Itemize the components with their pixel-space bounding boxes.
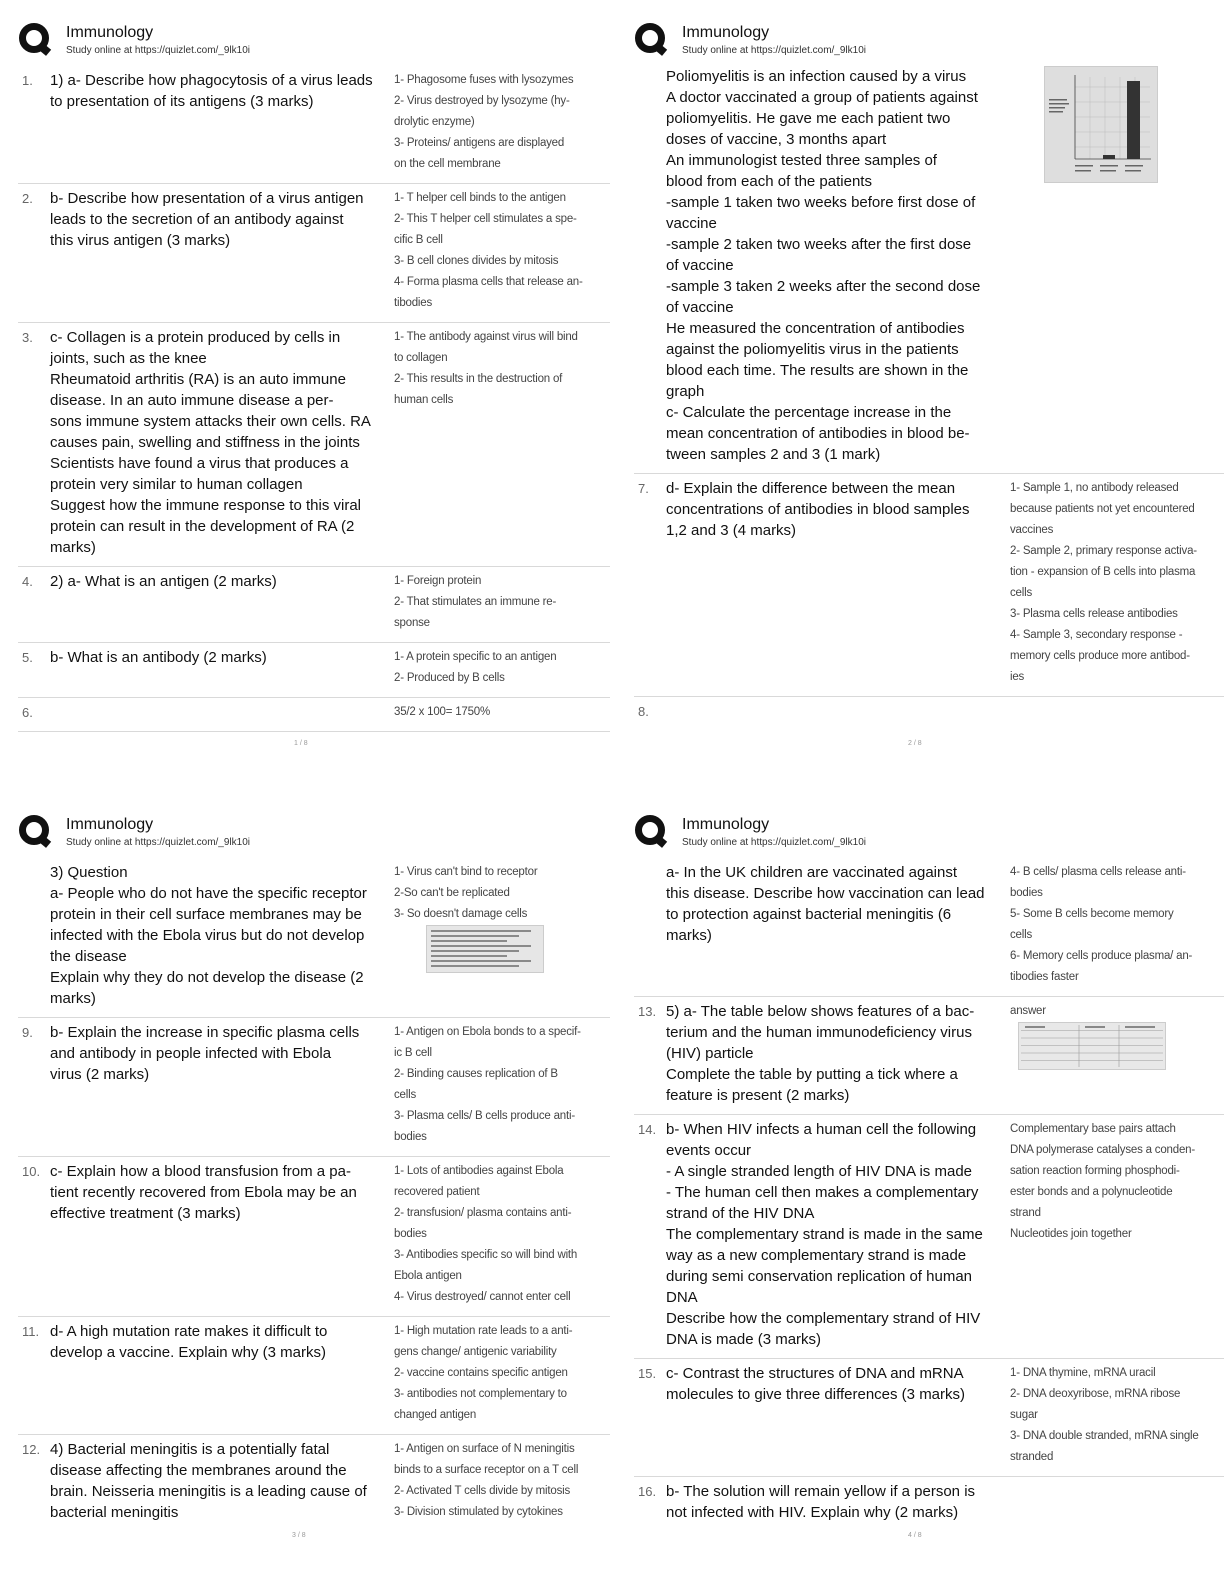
card-number: 3. — [22, 330, 33, 345]
answer-line: gens change/ antigenic variability — [394, 1346, 557, 1358]
question-line: the disease — [50, 948, 127, 965]
question-line: disease affecting the membranes around the — [50, 1462, 347, 1479]
answer-line: 2- Sample 2, primary response activa- — [1010, 545, 1197, 557]
flashcard-row — [634, 858, 1224, 997]
answer-line: 2- transfusion/ plasma contains anti- — [394, 1207, 572, 1219]
question-line: tween samples 2 and 3 (1 mark) — [666, 446, 881, 463]
answer-line: 4- Forma plasma cells that release an- — [394, 276, 583, 288]
answer-line: 2- Produced by B cells — [394, 672, 505, 684]
question-line: to protection against bacterial meningitis (6 — [666, 906, 952, 923]
card-number — [18, 862, 50, 1009]
question-line: protein in their cell surface membranes may be — [50, 906, 362, 923]
question-line: The complementary strand is made in the same — [666, 1226, 983, 1243]
answer-line: ies — [1010, 671, 1025, 683]
card-number: 2. — [22, 191, 33, 206]
answer-line: 3- Plasma cells/ B cells produce anti- — [394, 1110, 575, 1122]
card-number: 4. — [22, 574, 33, 589]
page-3 — [18, 814, 610, 1539]
card-number: 11. — [22, 1324, 40, 1339]
card-list — [18, 858, 610, 1531]
question-line: feature is present (2 marks) — [666, 1087, 850, 1104]
flashcard-row — [18, 567, 610, 643]
answer-line: vaccines — [1010, 524, 1054, 536]
answer-text — [1006, 478, 1224, 688]
question-line: blood each time. The results are shown in the — [666, 362, 969, 379]
flashcard-row — [634, 1477, 1224, 1531]
answer-line: 2- vaccine contains specific antigen — [394, 1367, 568, 1379]
answer-line: 35/2 x 100= 1750% — [394, 706, 491, 718]
card-number: 13. — [638, 1004, 657, 1019]
answer-line: DNA polymerase catalyses a conden- — [1010, 1144, 1195, 1156]
question-text — [50, 1439, 390, 1523]
answer-text — [390, 327, 610, 558]
answer-line: cific B cell — [394, 234, 443, 246]
answer-line: 2- Virus destroyed by lysozyme (hy- — [394, 95, 570, 107]
answer-line: tibodies faster — [1010, 971, 1079, 983]
flashcard-row — [18, 66, 610, 184]
question-text — [50, 327, 390, 558]
answer-line: binds to a surface receptor on a T cell — [394, 1464, 579, 1476]
question-text — [50, 702, 390, 723]
answer-line: 3- Proteins/ antigens are displayed — [394, 137, 565, 149]
antibody-graph-thumbnail — [1044, 66, 1158, 183]
question-line: marks) — [50, 990, 96, 1007]
answer-line: tibodies — [394, 297, 433, 309]
answer-line: 3- Plasma cells release antibodies — [1010, 608, 1178, 620]
answer-text — [1006, 1119, 1224, 1350]
answer-text — [390, 1439, 610, 1523]
question-line: Describe how the complementary strand of HIV — [666, 1310, 981, 1327]
question-line: this virus antigen (3 marks) — [50, 232, 231, 249]
flashcard-row — [634, 1359, 1224, 1477]
question-line: Suggest how the immune response to this viral — [50, 497, 361, 514]
answer-line: 3- Antibodies specific so will bind with — [394, 1249, 578, 1261]
flashcard-row — [18, 1018, 610, 1157]
question-line: DNA is made (3 marks) — [666, 1331, 822, 1348]
answer-line: sugar — [1010, 1409, 1038, 1421]
answer-line: ester bonds and a polynucleotide — [1010, 1186, 1173, 1198]
question-line: sons immune system attacks their own cells. RA — [50, 413, 371, 430]
answer-line: 1- High mutation rate leads to a anti- — [394, 1325, 573, 1337]
answer-line: 4- Sample 3, secondary response - — [1010, 629, 1183, 641]
question-line: 1) a- Describe how phagocytosis of a virus leads — [50, 72, 373, 89]
question-text — [50, 647, 390, 689]
answer-line: drolytic enzyme) — [394, 116, 475, 128]
answer-line: 3- DNA double stranded, mRNA single — [1010, 1430, 1199, 1442]
question-line: 2) a- What is an antigen (2 marks) — [50, 573, 277, 590]
question-text — [666, 1481, 1006, 1523]
answer-line: 1- Sample 1, no antibody released — [1010, 482, 1179, 494]
card-list — [18, 66, 610, 732]
question-text — [50, 1022, 390, 1148]
card-number: 10. — [22, 1164, 41, 1179]
card-number: 12. — [22, 1442, 41, 1457]
answer-line: 3- B cell clones divides by mitosis — [394, 255, 559, 267]
question-line: doses of vaccine, 3 months apart — [666, 131, 887, 148]
answer-text — [390, 1022, 610, 1148]
question-line: not infected with HIV. Explain why (2 marks) — [666, 1504, 959, 1521]
question-line: bacterial meningitis — [50, 1504, 179, 1521]
header-subtitle: Study online at https://quizlet.com/_9lk10i — [682, 45, 866, 56]
question-line: concentrations of antibodies in blood samples — [666, 501, 970, 518]
question-line: - A single stranded length of HIV DNA is made — [666, 1163, 972, 1180]
question-line: c- Collagen is a protein produced by cells in — [50, 329, 341, 346]
question-text — [666, 66, 1006, 465]
answer-text — [390, 862, 610, 1009]
answer-line: 1- T helper cell binds to the antigen — [394, 192, 566, 204]
answer-line: cells — [1010, 929, 1033, 941]
answer-text — [390, 1321, 610, 1426]
question-line: 1,2 and 3 (4 marks) — [666, 522, 797, 539]
answer-line: changed antigen — [394, 1409, 477, 1421]
question-line: develop a vaccine. Explain why (3 marks) — [50, 1344, 326, 1361]
card-list — [634, 858, 1224, 1531]
answer-line: 3- So doesn't damage cells — [394, 908, 528, 920]
answer-line: 4- Virus destroyed/ cannot enter cell — [394, 1291, 571, 1303]
quizlet-logo-icon — [634, 22, 668, 56]
answer-text — [390, 70, 610, 175]
answer-text — [390, 647, 610, 689]
card-number — [634, 862, 666, 988]
question-line: 5) a- The table below shows features of a bac- — [666, 1003, 975, 1020]
question-text — [666, 862, 1006, 988]
question-line: c- Explain how a blood transfusion from a pa- — [50, 1163, 351, 1180]
answer-line: 1- Antigen on Ebola bonds to a specif- — [394, 1026, 581, 1038]
answer-line: Complementary base pairs attach — [1010, 1123, 1176, 1135]
question-text — [666, 1119, 1006, 1350]
answer-text — [1006, 862, 1224, 988]
question-line: - The human cell then makes a complementary — [666, 1184, 979, 1201]
question-line: An immunologist tested three samples of — [666, 152, 937, 169]
header-subtitle: Study online at https://quizlet.com/_9lk10i — [682, 837, 866, 848]
answer-line: 6- Memory cells produce plasma/ an- — [1010, 950, 1193, 962]
page-number: 2 / 8 — [908, 740, 922, 747]
flashcard-row — [634, 1115, 1224, 1359]
question-line: a- People who do not have the specific receptor — [50, 885, 367, 902]
answer-line: Ebola antigen — [394, 1270, 462, 1282]
answer-text — [1006, 1363, 1224, 1468]
question-line: He measured the concentration of antibodies — [666, 320, 965, 337]
question-line: events occur — [666, 1142, 752, 1159]
header-subtitle: Study online at https://quizlet.com/_9lk10i — [66, 837, 250, 848]
question-line: causes pain, swelling and stiffness in the joints — [50, 434, 360, 451]
flashcard-row — [18, 643, 610, 698]
answer-line: bodies — [394, 1228, 427, 1240]
answer-text — [1006, 1481, 1224, 1523]
question-text — [666, 1001, 1006, 1106]
flashcard-row — [18, 1157, 610, 1317]
question-text — [50, 571, 390, 634]
answer-line: bodies — [1010, 887, 1043, 899]
answer-line: ic B cell — [394, 1047, 432, 1059]
answer-line: 2- Activated T cells divide by mitosis — [394, 1485, 571, 1497]
page-1 — [18, 22, 610, 747]
quizlet-logo-icon — [18, 22, 52, 56]
answer-line: 2- That stimulates an immune re- — [394, 596, 557, 608]
question-line: 3) Question — [50, 864, 128, 881]
question-text — [666, 701, 1006, 722]
answer-line: 2-So can't be replicated — [394, 887, 510, 899]
question-line: Scientists have found a virus that produces a — [50, 455, 349, 472]
answer-line: 2- DNA deoxyribose, mRNA ribose — [1010, 1388, 1181, 1400]
question-line: -sample 2 taken two weeks after the first dose — [666, 236, 972, 253]
question-text — [50, 862, 390, 1009]
question-line: c- Calculate the percentage increase in the — [666, 404, 952, 421]
card-number: 9. — [22, 1025, 33, 1040]
flashcard-row — [18, 1317, 610, 1435]
flashcard-row — [18, 698, 610, 732]
card-number: 5. — [22, 650, 33, 665]
answer-line: on the cell membrane — [394, 158, 501, 170]
header-title: Immunology — [66, 24, 154, 41]
answer-line: 1- DNA thymine, mRNA uracil — [1010, 1367, 1156, 1379]
question-line: b- The solution will remain yellow if a person is — [666, 1483, 976, 1500]
answer-line: 1- A protein specific to an antigen — [394, 651, 557, 663]
card-number: 16. — [638, 1484, 657, 1499]
page-number: 4 / 8 — [908, 1532, 922, 1539]
answer-line: sponse — [394, 617, 430, 629]
answer-line: human cells — [394, 394, 454, 406]
question-line: b- Describe how presentation of a virus antigen — [50, 190, 364, 207]
answer-line: cells — [394, 1089, 417, 1101]
flashcard-row — [634, 697, 1224, 730]
card-number: 1. — [22, 73, 33, 88]
answer-line: strand — [1010, 1207, 1041, 1219]
page-number: 3 / 8 — [292, 1532, 306, 1539]
answer-line: memory cells produce more antibod- — [1010, 650, 1190, 662]
answer-line: 4- B cells/ plasma cells release anti- — [1010, 866, 1186, 878]
answer-line: stranded — [1010, 1451, 1054, 1463]
question-line: virus (2 marks) — [50, 1066, 150, 1083]
question-line: d- A high mutation rate makes it difficult to — [50, 1323, 328, 1340]
flashcard-row — [18, 1435, 610, 1531]
flashcard-row — [18, 858, 610, 1018]
flashcard-row — [634, 997, 1224, 1115]
answer-line: 1- Foreign protein — [394, 575, 482, 587]
question-line: of vaccine — [666, 257, 734, 274]
question-line: infected with the Ebola virus but do not develop — [50, 927, 365, 944]
question-line: A doctor vaccinated a group of patients against — [666, 89, 978, 106]
question-line: marks) — [50, 539, 96, 556]
header-title: Immunology — [682, 24, 770, 41]
page-header — [18, 814, 610, 858]
question-line: -sample 3 taken 2 weeks after the second dose — [666, 278, 981, 295]
feature-table-thumbnail — [1018, 1022, 1166, 1070]
page-2 — [634, 22, 1224, 747]
question-line: Complete the table by putting a tick where a — [666, 1066, 958, 1083]
answer-line: 2- Binding causes replication of B — [394, 1068, 558, 1080]
question-line: c- Contrast the structures of DNA and mRNA — [666, 1365, 964, 1382]
question-line: to presentation of its antigens (3 marks) — [50, 93, 314, 110]
page-number: 1 / 8 — [294, 740, 308, 747]
question-line: and antibody in people infected with Ebola — [50, 1045, 332, 1062]
answer-line: Nucleotides join together — [1010, 1228, 1132, 1240]
question-line: tient recently recovered from Ebola may be an — [50, 1184, 357, 1201]
answer-text — [390, 1161, 610, 1308]
card-number — [634, 66, 666, 465]
question-line: way as a new complementary strand is made — [666, 1247, 967, 1264]
question-line: 4) Bacterial meningitis is a potentially fatal — [50, 1441, 330, 1458]
answer-line: tion - expansion of B cells into plasma — [1010, 566, 1196, 578]
answer-line: 1- Antigen on surface of N meningitis — [394, 1443, 575, 1455]
answer-line: 1- Lots of antibodies against Ebola — [394, 1165, 564, 1177]
question-line: brain. Neisseria meningitis is a leading cause of — [50, 1483, 367, 1500]
ebola-text-thumbnail — [426, 925, 544, 973]
question-text — [666, 478, 1006, 688]
card-number: 6. — [22, 705, 33, 720]
question-line: Rheumatoid arthritis (RA) is an auto immune — [50, 371, 346, 388]
question-line: terium and the human immunodeficiency virus — [666, 1024, 972, 1041]
answer-line: 3- antibodies not complementary to — [394, 1388, 567, 1400]
question-line: graph — [666, 383, 705, 400]
question-line: -sample 1 taken two weeks before first dose of — [666, 194, 976, 211]
question-text — [50, 1161, 390, 1308]
answer-line: answer — [1010, 1005, 1046, 1017]
card-number: 14. — [638, 1122, 657, 1137]
answer-line: 1- Phagosome fuses with lysozymes — [394, 74, 574, 86]
question-line: against the poliomyelitis virus in the patients — [666, 341, 959, 358]
header-title: Immunology — [682, 816, 770, 833]
answer-text — [390, 702, 610, 723]
question-line: Poliomyelitis is an infection caused by a virus — [666, 68, 967, 85]
answer-text — [1006, 1001, 1224, 1106]
quizlet-logo-icon — [18, 814, 52, 848]
question-line: marks) — [666, 927, 712, 944]
answer-line: 5- Some B cells become memory — [1010, 908, 1174, 920]
answer-text — [390, 188, 610, 314]
question-line: Explain why they do not develop the disease (2 — [50, 969, 364, 986]
question-line: a- In the UK children are vaccinated against — [666, 864, 957, 881]
answer-line: cells — [1010, 587, 1033, 599]
page-header — [634, 22, 1224, 66]
quizlet-logo-icon — [634, 814, 668, 848]
answer-line: to collagen — [394, 352, 448, 364]
question-line: blood from each of the patients — [666, 173, 872, 190]
question-line: protein can result in the development of RA (2 — [50, 518, 355, 535]
answer-line: 1- Virus can't bind to receptor — [394, 866, 538, 878]
question-line: mean concentration of antibodies in blood be- — [666, 425, 970, 442]
question-line: poliomyelitis. He gave me each patient two — [666, 110, 951, 127]
question-line: disease. In an auto immune disease a per- — [50, 392, 334, 409]
question-line: vaccine — [666, 215, 717, 232]
page-header — [634, 814, 1224, 858]
question-line: DNA — [666, 1289, 698, 1306]
page-header — [18, 22, 610, 66]
answer-line: 3- Division stimulated by cytokines — [394, 1506, 563, 1518]
answer-text — [1006, 701, 1224, 722]
flashcard-row — [18, 184, 610, 323]
question-text — [50, 1321, 390, 1426]
answer-line: because patients not yet encountered — [1010, 503, 1195, 515]
header-title: Immunology — [66, 816, 154, 833]
card-number: 7. — [638, 481, 649, 496]
question-line: joints, such as the knee — [50, 350, 207, 367]
card-list — [634, 474, 1224, 730]
header-subtitle: Study online at https://quizlet.com/_9lk10i — [66, 45, 250, 56]
answer-line: 2- This T helper cell stimulates a spe- — [394, 213, 577, 225]
answer-line: recovered patient — [394, 1186, 480, 1198]
question-line: leads to the secretion of an antibody against — [50, 211, 344, 228]
flashcard-row — [634, 474, 1224, 697]
flashcard-row — [18, 323, 610, 567]
answer-line: 1- The antibody against virus will bind — [394, 331, 578, 343]
question-line: during semi conservation replication of human — [666, 1268, 972, 1285]
question-line: b- Explain the increase in specific plasma cells — [50, 1024, 360, 1041]
card-number: 15. — [638, 1366, 657, 1381]
question-line: d- Explain the difference between the mean — [666, 480, 956, 497]
question-line: protein very similar to human collagen — [50, 476, 303, 493]
question-line: effective treatment (3 marks) — [50, 1205, 241, 1222]
card-number: 8. — [638, 704, 649, 719]
question-text — [50, 188, 390, 314]
card-intro — [634, 62, 1224, 474]
answer-line: 2- This results in the destruction of — [394, 373, 563, 385]
answer-cell — [1006, 66, 1224, 465]
question-text — [50, 70, 390, 175]
question-line: of vaccine — [666, 299, 734, 316]
page-4 — [634, 814, 1224, 1539]
answer-line: bodies — [394, 1131, 427, 1143]
question-line: (HIV) particle — [666, 1045, 754, 1062]
answer-line: sation reaction forming phosphodi- — [1010, 1165, 1180, 1177]
question-line: molecules to give three differences (3 marks) — [666, 1386, 966, 1403]
question-line: b- When HIV infects a human cell the following — [666, 1121, 977, 1138]
question-line: strand of the HIV DNA — [666, 1205, 815, 1222]
question-line: this disease. Describe how vaccination can lead — [666, 885, 985, 902]
question-line: b- What is an antibody (2 marks) — [50, 649, 267, 666]
question-text — [666, 1363, 1006, 1468]
answer-text — [390, 571, 610, 634]
